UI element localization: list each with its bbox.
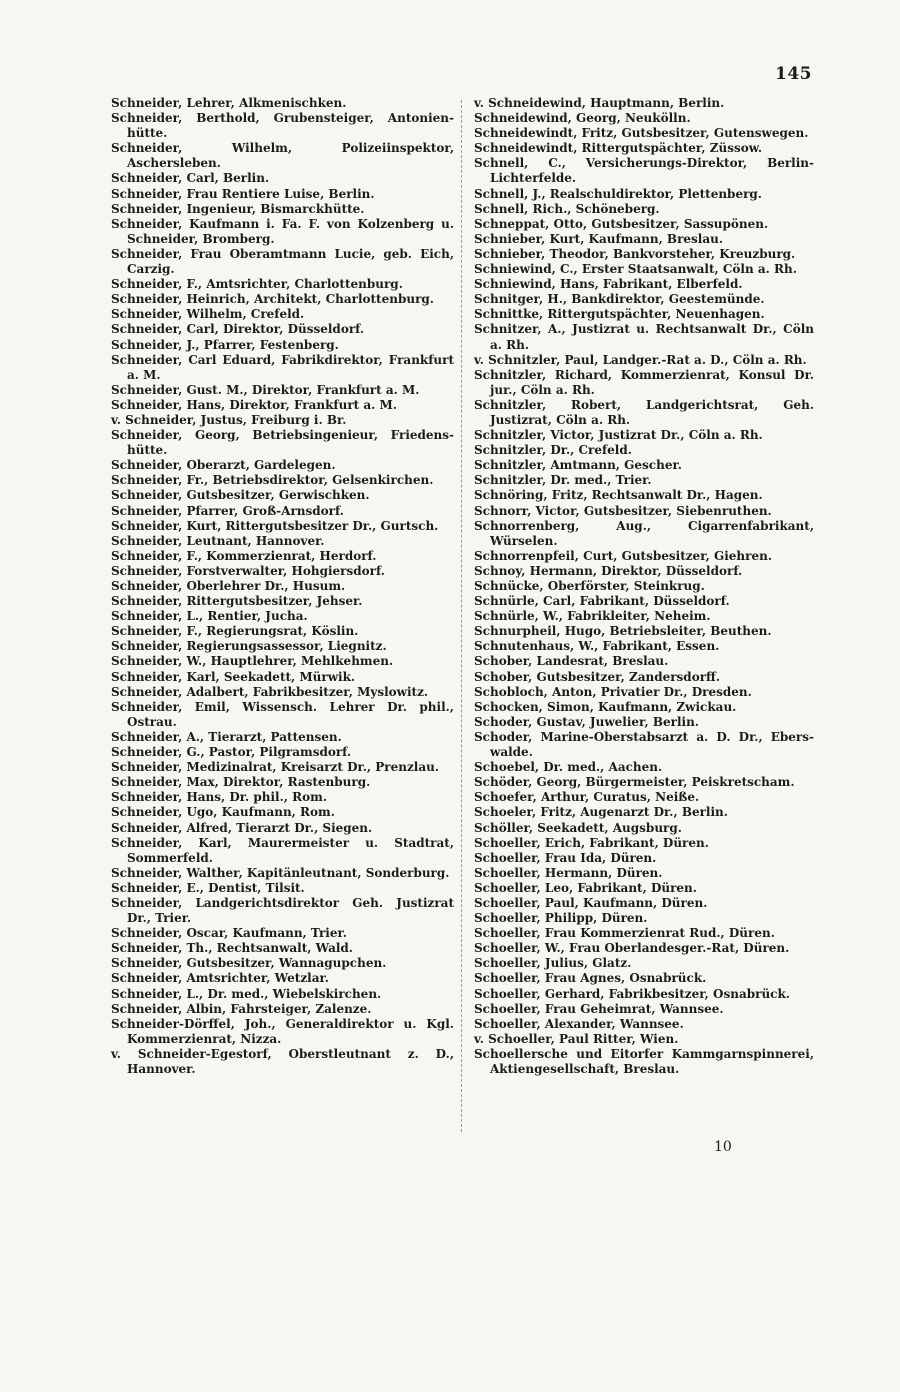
directory-entry: v. Schnitzler, Paul, Landger.-Rat a. D., Cöln a. Rh. [474,352,807,367]
directory-entry: Schneider, Oberarzt, Gardelegen. [111,458,336,473]
directory-entry: Schnell, Rich., Schöneberg. [474,201,660,216]
directory-entry: Schneider, Oscar, Kaufmann, Trier. [111,926,347,941]
directory-entry: Schneider, Ingenieur, Bismarckhütte. [111,201,365,216]
directory-entry: Schocken, Simon, Kaufmann, Zwickau. [474,699,737,714]
directory-entry: Schnücke, Oberförster, Steinkrug. [474,579,705,593]
directory-entry: Schoefer, Arthur, Curatus, Neiße. [474,790,700,805]
directory-entry: Schnittke, Rittergutspächter, Neuenhagen. [474,307,765,322]
directory-entry: Schneider, Wilhelm, Crefeld. [111,307,305,322]
directory-entry: Schniewind, Hans, Fabrikant, Elberfeld. [474,277,743,292]
directory-entry: Schnell, J., Realschuldirektor, Plettenberg. [474,186,762,201]
directory-entry: Schnöring, Fritz, Rechtsanwalt Dr., Hagen. [474,488,763,503]
directory-entry: Schneider, Pfarrer, Groß-Arnsdorf. [111,503,344,518]
directory-entry: Schneidewindt, Rittergutspächter, Züssow. [474,141,763,156]
directory-entry: Schoeller, Erich, Fabrikant, Düren. [474,835,709,850]
directory-entry: Schneider, Alfred, Tierarzt Dr., Siegen. [111,820,373,835]
directory-entry: Schneider, Rittergutsbesitzer, Jehser. [111,594,363,609]
column-divider [461,100,462,1132]
directory-entry: Schneider, Wilhelm, Polizeiinspektor, Aschersleben. [111,141,454,171]
directory-entry: Schneider, E., Dentist, Tilsit. [111,880,305,895]
directory-entry: Schnitger, H., Bankdirektor, Geestemünde. [474,292,765,307]
directory-entry: Schoebel, Dr. med., Aachen. [474,760,663,775]
directory-entry: Schneider, L., Dr. med., Wiebelskirchen. [111,986,382,1001]
directory-entry: Schneider, Th., Rechtsanwalt, Wald. [111,941,353,956]
directory-entry: Schniewind, C., Erster Staatsanwalt, Cöln a. Rh. [474,262,797,277]
directory-entry: v. Schneidewind, Hauptmann, Berlin. [474,96,725,110]
directory-entry: Schneider, Frau Oberamtmann Lucie, geb. Eich, Carzig. [111,246,454,277]
directory-entry: Schnitzler, Richard, Kommerzienrat, Konsul Dr. jur., Cöln a. Rh. [474,367,814,397]
directory-entry: Schöder, Georg, Bürgermeister, Peiskretscham. [474,775,795,790]
directory-entry: Schnutenhaus, W., Fabrikant, Essen. [474,639,720,654]
directory-entry: Schoeller, Alexander, Wannsee. [474,1016,684,1031]
directory-entry: Schneider, F., Amtsrichter, Charlottenburg. [111,277,403,292]
directory-entry: Schneider, Fr., Betriebsdirektor, Gelsenkirchen. [111,473,434,488]
directory-entry: Schnürle, W., Fabrikleiter, Neheim. [474,609,711,624]
directory-entry: Schoellersche und Eitorfer Kammgarnspinnerei, Aktiengesellschaft, Breslau. [474,1046,814,1076]
directory-entry: Schneider, Hans, Dr. phil., Rom. [111,790,327,805]
directory-entry: Schoeller, Julius, Glatz. [474,956,632,971]
signature-mark: 10 [714,1139,732,1155]
directory-entry: Schneider, Albin, Fahrsteiger, Zalenze. [111,1001,372,1016]
directory-entry: Schneider, Regierungsassessor, Liegnitz. [111,639,387,654]
directory-entry: Schneider, Kaufmann i. Fa. F. von Kolzenberg u. Schneider, Bromberg. [111,216,454,246]
directory-entry: Schnorr, Victor, Gutsbesitzer, Siebenruthen. [474,503,772,518]
directory-entry: Schoder, Gustav, Juwelier, Berlin. [474,714,699,729]
directory-entry: v. Schneider-Egestorf, Oberstleutnant z. D., Hannover. [111,1046,454,1076]
directory-entry: v. Schoeller, Paul Ritter, Wien. [474,1031,679,1046]
directory-entry: Schneider, W., Hauptlehrer, Mehlkehmen. [111,654,394,669]
directory-entry: Schneider, Walther, Kapitänleutnant, Sonderburg. [111,865,450,880]
directory-entry: Schneider, Karl, Seekadett, Mürwik. [111,669,356,684]
directory-entry: Schoeller, Frau Agnes, Osnabrück. [474,971,707,986]
directory-entry: Schneider, Berthold, Grubensteiger, Antonien-hütte. [111,111,454,141]
page-number: 145 [775,64,812,84]
directory-entry: Schneider, Medizinalrat, Kreisarzt Dr., Prenzlau. [111,760,439,775]
directory-entry: Schoeller, Leo, Fabrikant, Düren. [474,880,697,895]
directory-entry: Schnitzler, Victor, Justizrat Dr., Cöln a. Rh. [474,428,763,443]
directory-entry: Schneider, Ugo, Kaufmann, Rom. [111,805,335,820]
directory-entry: v. Schneider, Justus, Freiburg i. Br. [111,412,347,427]
directory-entry: Schneider-Dörffel, Joh., Generaldirektor u. Kgl. Kommerzienrat, Nizza. [111,1016,454,1046]
directory-entry: Schnitzler, Robert, Landgerichtsrat, Geh. Justizrat, Cöln a. Rh. [474,397,814,427]
directory-entry: Schneider, Frau Rentiere Luise, Berlin. [111,186,375,201]
directory-entry: Schobloch, Anton, Privatier Dr., Dresden. [474,684,752,699]
directory-entry: Schnoy, Hermann, Direktor, Düsseldorf. [474,563,743,578]
directory-entry: Schnitzler, Dr., Crefeld. [474,443,632,458]
directory-entry: Schoeller, W., Frau Oberlandesger.-Rat, Düren. [474,941,790,956]
directory-entry: Schneider, Karl, Maurermeister u. Stadtrat, Sommerfeld. [111,835,454,865]
directory-entry: Schneider, G., Pastor, Pilgramsdorf. [111,745,352,760]
directory-entry: Schober, Landesrat, Breslau. [474,654,669,669]
directory-entry: Schnieber, Kurt, Kaufmann, Breslau. [474,231,724,246]
directory-entry: Schneider, Hans, Direktor, Frankfurt a. M. [111,397,397,412]
directory-entry: Schneider, Forstverwalter, Hohgiersdorf. [111,563,385,578]
directory-entry: Schneider, Emil, Wissensch. Lehrer Dr. phil., Ostrau. [111,699,454,729]
directory-entry: Schnitzler, Dr. med., Trier. [474,473,652,488]
directory-entry: Schnurpheil, Hugo, Betriebsleiter, Beuthen. [474,624,772,639]
directory-entry: Schneider, Carl, Direktor, Düsseldorf. [111,322,365,337]
directory-entry: Schneider, Gust. M., Direktor, Frankfurt a. M. [111,382,420,397]
directory-entry: Schneider, Carl, Berlin. [111,171,270,186]
directory-entry: Schneider, Carl Eduard, Fabrikdirektor, Frankfurt a. M. [111,352,454,382]
directory-entry: Schober, Gutsbesitzer, Zandersdorff. [474,669,721,684]
directory-entry: Schoeller, Paul, Kaufmann, Düren. [474,895,708,910]
directory-entry: Schoeller, Frau Kommerzienrat Rud., Düren. [474,926,775,941]
directory-entry: Schneppat, Otto, Gutsbesitzer, Sassupönen. [474,216,769,231]
directory-entry: Schneider, A., Tierarzt, Pattensen. [111,729,342,744]
directory-entry: Schneider, F., Regierungsrat, Köslin. [111,624,359,639]
directory-entry: Schnorrenpfeil, Curt, Gutsbesitzer, Giehren. [474,548,773,563]
directory-entry: Schnitzer, A., Justizrat u. Rechtsanwalt Dr., Cöln a. Rh. [474,322,814,352]
directory-entry: Schoeller, Philipp, Düren. [474,911,648,926]
left-column [111,96,454,1077]
directory-entry: Schnell, C., Versicherungs-Direktor, Berlin-Lichterfelde. [474,156,814,186]
directory-entry: Schneider, J., Pfarrer, Festenberg. [111,337,339,352]
directory-entry: Schneider, Lehrer, Alkmenischken. [111,96,347,110]
directory-entry: Schoeller, Hermann, Düren. [474,865,663,880]
directory-entry: Schoder, Marine-Oberstabsarzt a. D. Dr., Ebers-walde. [474,729,814,760]
right-column [474,96,814,1077]
directory-entry: Schnitzler, Amtmann, Gescher. [474,458,682,473]
directory-entry: Schnürle, Carl, Fabrikant, Düsseldorf. [474,594,730,609]
directory-entry: Schneider, F., Kommerzienrat, Herdorf. [111,548,377,563]
directory-entry: Schneider, Heinrich, Architekt, Charlottenburg. [111,292,434,307]
directory-entry: Schoeller, Frau Ida, Düren. [474,850,657,865]
directory-entry: Schneider, Max, Direktor, Rastenburg. [111,775,371,790]
directory-entry: Schöller, Seekadett, Augsburg. [474,820,682,835]
directory-entry: Schneidewindt, Fritz, Gutsbesitzer, Gutenswegen. [474,126,809,141]
directory-entry: Schneider, Adalbert, Fabrikbesitzer, Myslowitz. [111,684,429,699]
directory-entry: Schneider, Amtsrichter, Wetzlar. [111,971,329,986]
directory-entry: Schneider, Gutsbesitzer, Gerwischken. [111,488,370,503]
directory-entry: Schneider, Gutsbesitzer, Wannagupchen. [111,956,387,971]
directory-entry: Schneider, Kurt, Rittergutsbesitzer Dr., Gurtsch. [111,518,439,533]
directory-entry: Schneider, L., Rentier, Jucha. [111,609,308,624]
directory-entry: Schneider, Leutnant, Hannover. [111,533,325,548]
directory-entry: Schoeller, Frau Geheimrat, Wannsee. [474,1001,724,1016]
directory-entry: Schneider, Oberlehrer Dr., Husum. [111,579,346,593]
directory-entry: Schnorrenberg, Aug., Cigarrenfabrikant, Würselen. [474,518,814,548]
directory-entry: Schoeller, Gerhard, Fabrikbesitzer, Osnabrück. [474,986,790,1001]
directory-entry: Schneidewind, Georg, Neukölln. [474,111,691,126]
directory-entry: Schneider, Georg, Betriebsingenieur, Friedens-hütte. [111,428,454,458]
directory-entry: Schneider, Landgerichtsdirektor Geh. Justizrat Dr., Trier. [111,895,454,926]
directory-entry: Schoeler, Fritz, Augenarzt Dr., Berlin. [474,805,728,820]
directory-entry: Schnieber, Theodor, Bankvorsteher, Kreuzburg. [474,246,796,261]
